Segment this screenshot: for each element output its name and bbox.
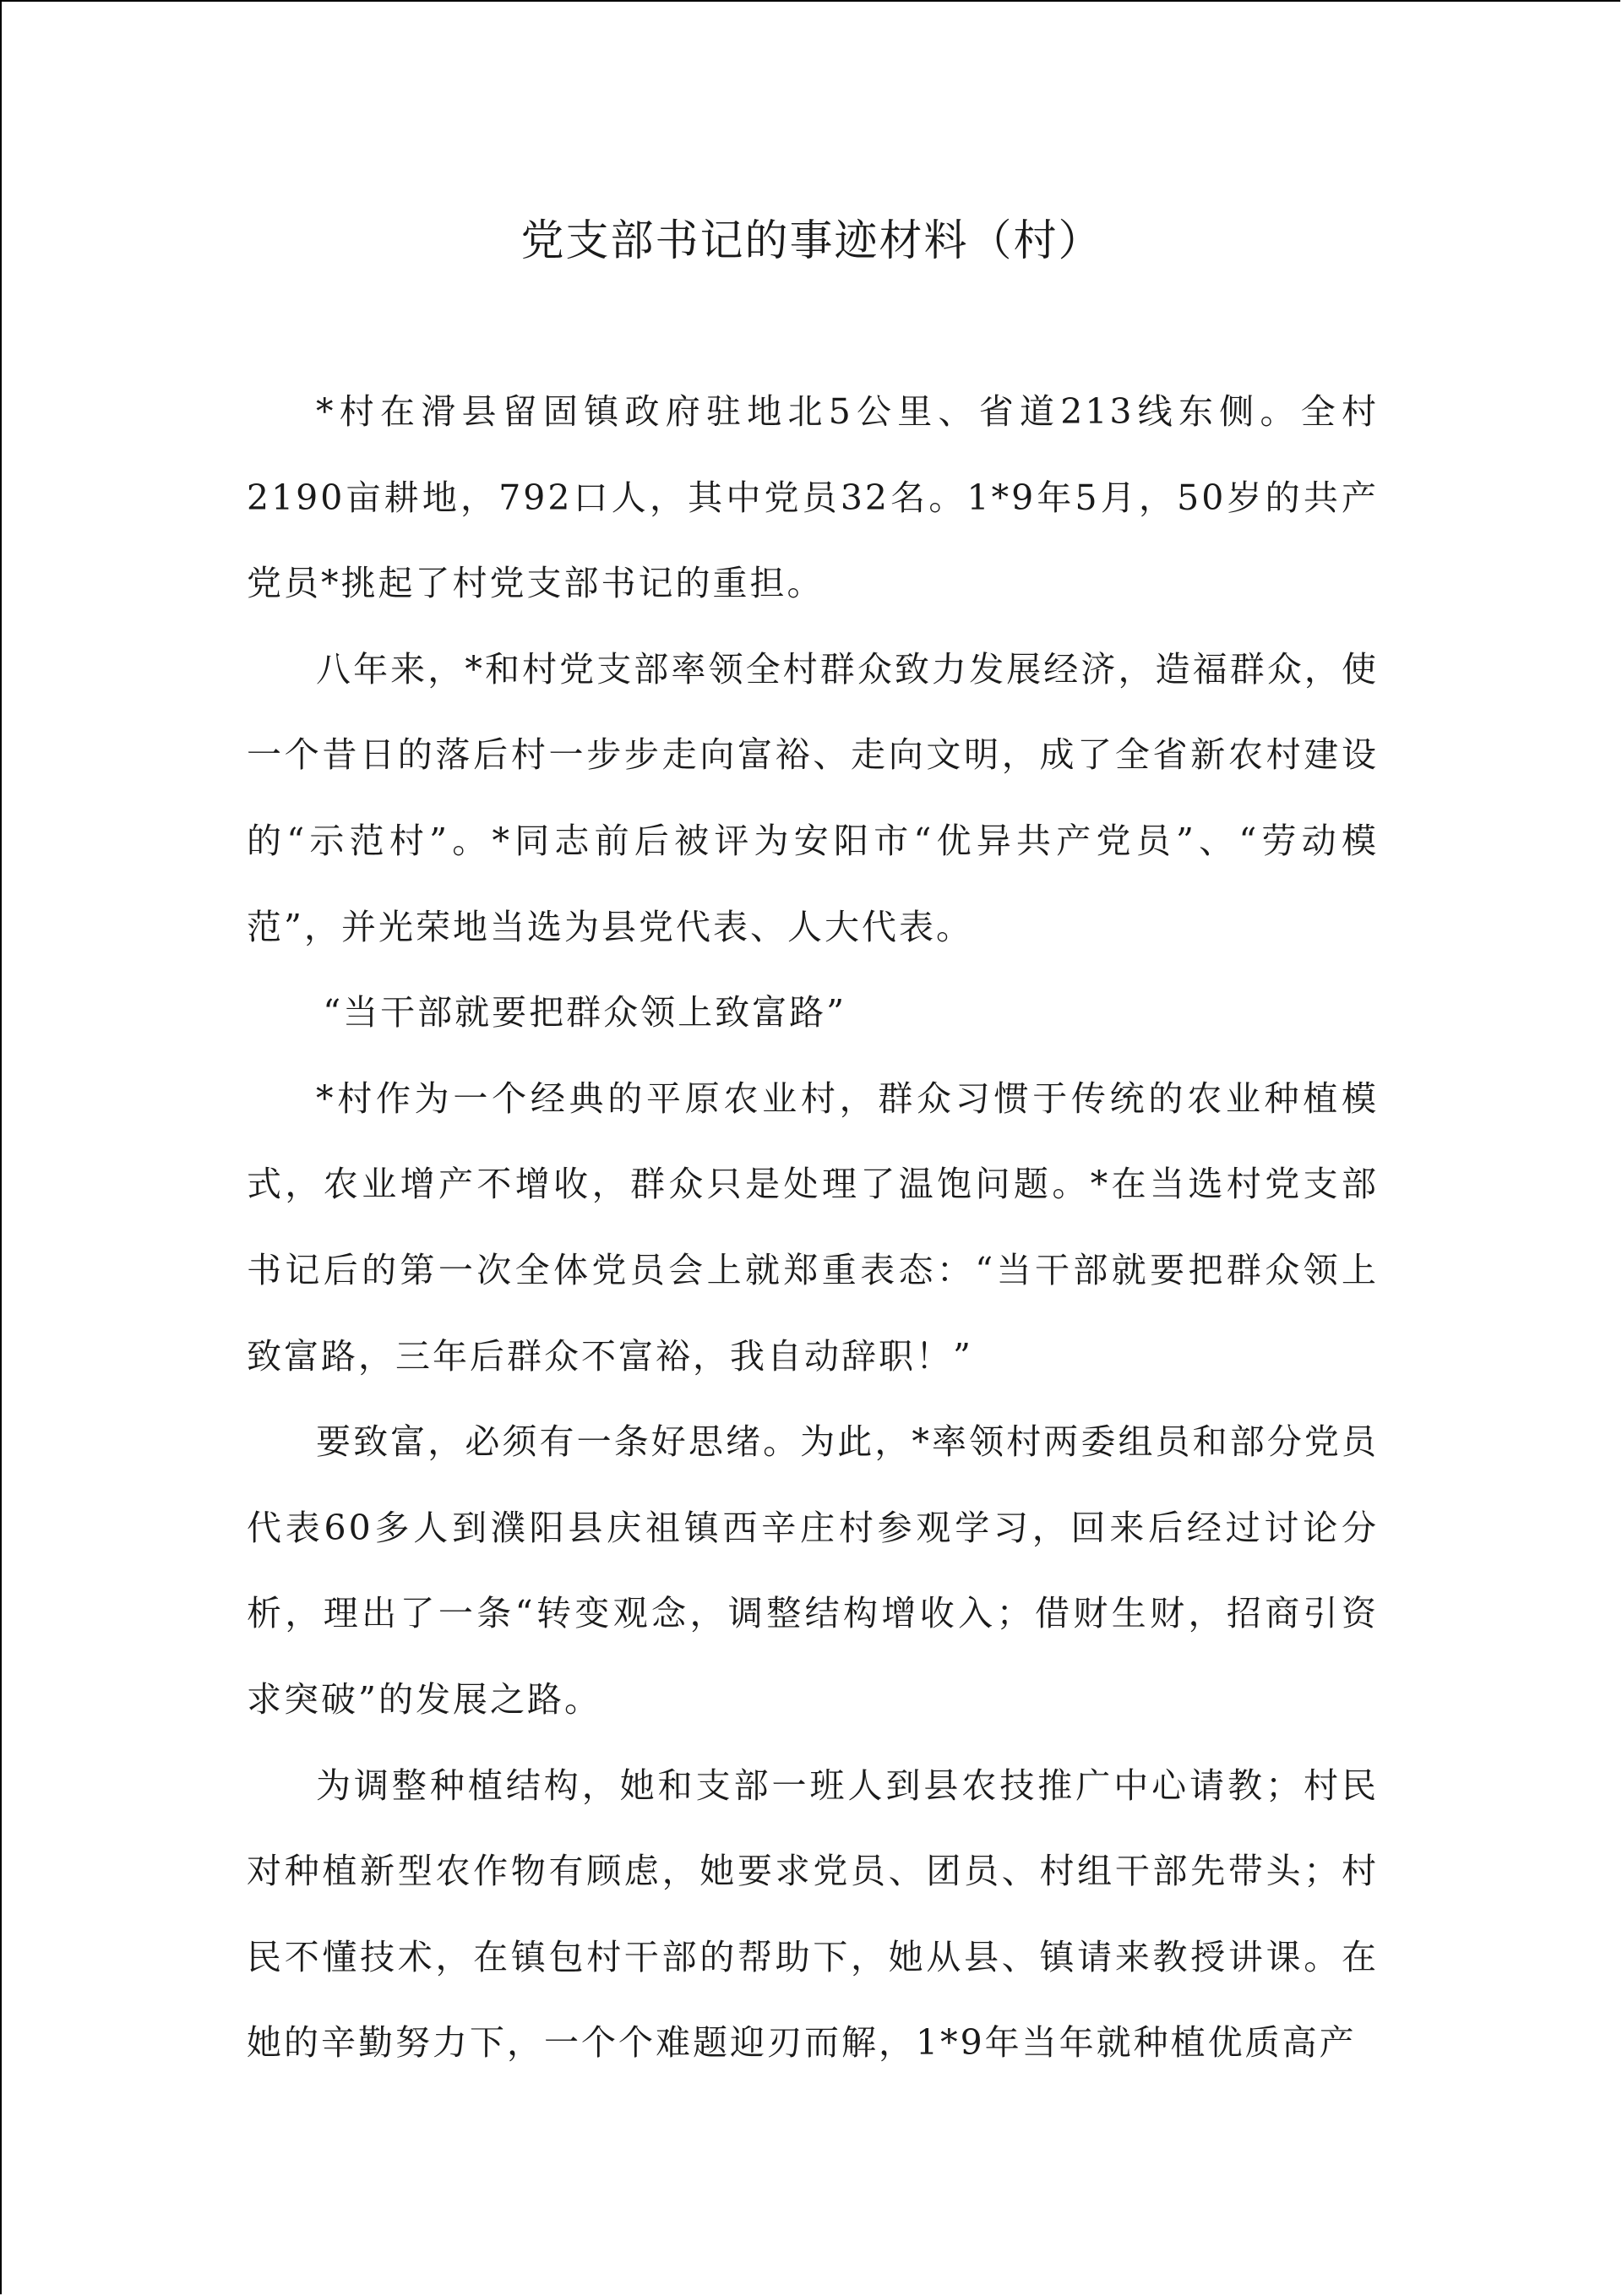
section-heading: “当干部就要把群众领上致富路”	[323, 992, 847, 1033]
paragraph: 要致富，必须有一条好思绪。为此，*率领村两委组员和部分党员代表60多人到濮阳县庆祖镇西辛庄村参观学习，回来后经过讨论分析，理出了一条“转变观念，调整结构增收入；借财生财，招商引资求突破”的发展之路。	[247, 1421, 1379, 1720]
document-body	[247, 369, 1379, 2086]
paragraph: 为调整种植结构，她和支部一班人到县农技推广中心请教；村民对种植新型农作物有顾虑，她要求党员、团员、村组干部先带头；村民不懂技术，在镇包村干部的帮助下，她从县、镇请来教授讲课。在她的辛勤努力下，一个个难题迎刃而解，1*9年当年就种植优质高产	[247, 1764, 1379, 2064]
paragraph: *村作为一个经典的平原农业村，群众习惯于传统的农业种植模式，农业增产不增收，群众只是处理了温饱问题。*在当选村党支部书记后的第一次全体党员会上就郑重表态：“当干部就要把群众领上致富路，三年后群众不富裕，我自动辞职！”	[247, 1077, 1379, 1377]
paragraph: *村在滑县留固镇政府驻地北5公里、省道213线东侧。全村2190亩耕地，792口人，其中党员32名。1*9年5月，50岁的共产党员*挑起了村党支部书记的重担。	[247, 391, 1379, 604]
document-title: 党支部书记的事迹材料（村）	[520, 216, 1103, 266]
paragraph: 八年来，*和村党支部率领全村群众致力发展经济，造福群众，使一个昔日的落后村一步步走向富裕、走向文明，成了全省新农村建设的“示范村”。*同志前后被评为安阳市“优异共产党员”、“劳动模范”，并光荣地当选为县党代表、人大代表。	[247, 648, 1379, 947]
